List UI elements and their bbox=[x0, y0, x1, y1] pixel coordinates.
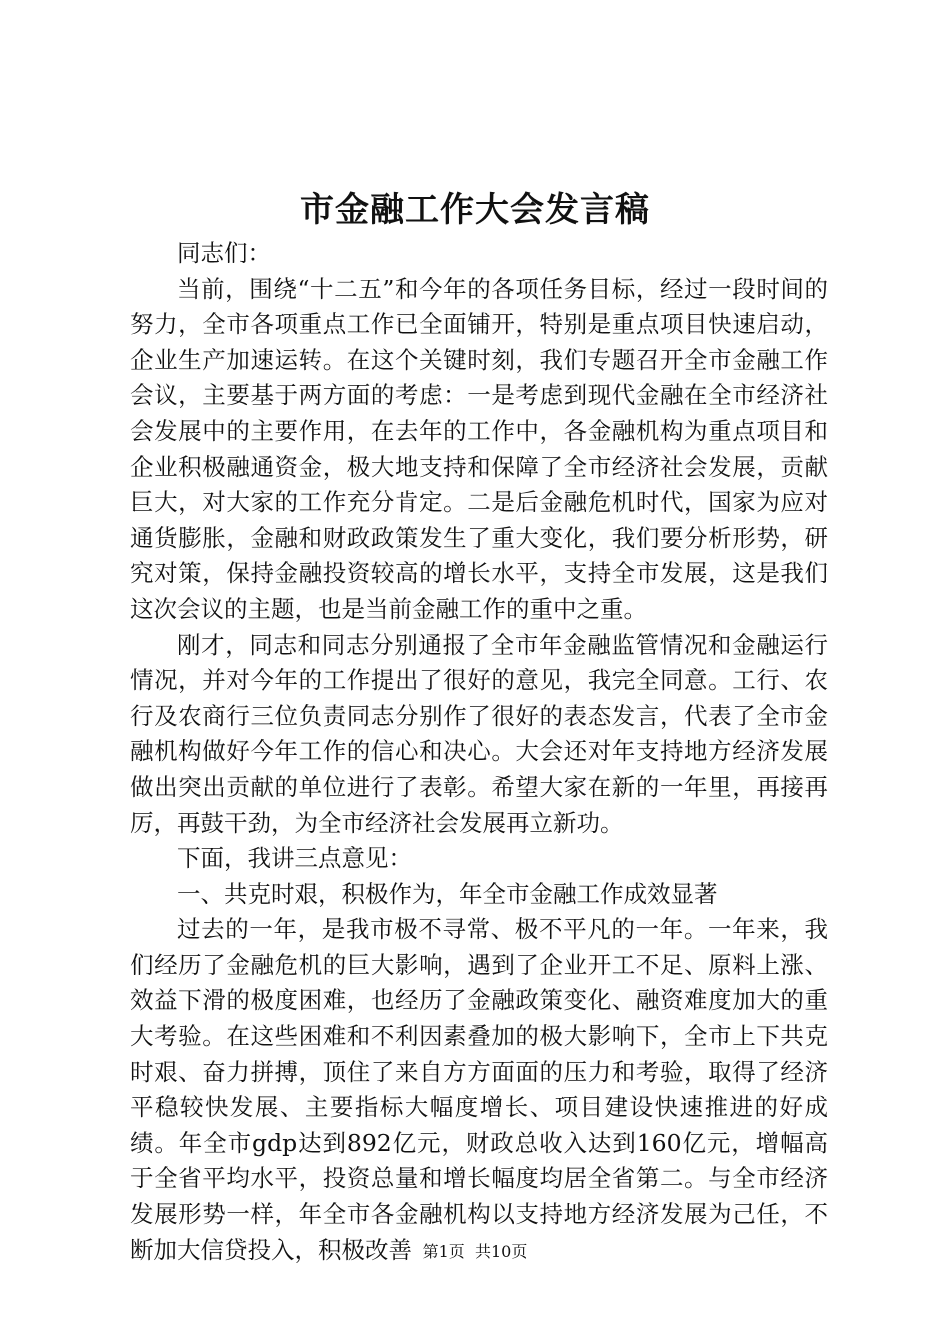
page-total: 共10页 bbox=[474, 1242, 528, 1261]
paragraph: 下面，我讲三点意见： bbox=[177, 844, 412, 873]
page-number: 第1页 bbox=[422, 1242, 465, 1261]
document-title: 市金融工作大会发言稿 bbox=[300, 190, 650, 230]
paragraph-salutation: 同志们： bbox=[177, 239, 271, 267]
paragraph: 过去的一年，是我市极不寻常、极不平凡的一年。一年来，我们经历了金融危机的巨大影响，遇到了企业开工不足、原料上涨、效益下滑的极度困难，也经历了金融政策变化、融资难度加大的重大考验。在这些困难和不利因素叠加的极大影响下，全市上下共克时艰、奋力拼搏，顶住了来自方方面面的压力和考验，取得了经济平稳较快发展、主要指标大幅度增长、项目建设快速推进的好成绩。年全市gdp达到892亿元，财政总收入达到160亿元，增幅高于全省平均水平，投资总量和增长幅度均居全省第二。与全市经济发展形势一样，年全市各金融机构以支持地方经济发展为己任，不断加大信贷投入，积极改善 bbox=[130, 915, 828, 1264]
paragraph: 当前，围绕“十二五”和今年的各项任务目标，经过一段时间的努力，全市各项重点工作已全面铺开，特别是重点项目快速启动，企业生产加速运转。在这个关键时刻，我们专题召开全市金融工作会议，主要基于两方面的考虑：一是考虑到现代金融在全市经济社会发展中的主要作用，在去年的工作中，各金融机构为重点项目和企业积极融通资金，极大地支持和保障了全市经济社会发展，贡献巨大，对大家的工作充分肯定。二是后金融危机时代，国家为应对通货膨胀，金融和财政政策发生了重大变化，我们要分析形势，研究对策，保持金融投资较高的增长水平，支持全市发展，这是我们这次会议的主题，也是当前金融工作的重中之重。 bbox=[130, 274, 828, 623]
paragraph: 刚才，同志和同志分别通报了全市年金融监管情况和金融运行情况，并对今年的工作提出了很好的意见，我完全同意。工行、农行及农商行三位负责同志分别作了很好的表态发言，代表了全市金融机构做好今年工作的信心和决心。大会还对年支持地方经济发展做出突出贡献的单位进行了表彰。希望大家在新的一年里，再接再厉，再鼓干劲，为全市经济社会发展再立新功。 bbox=[130, 630, 828, 837]
document-body bbox=[130, 236, 828, 1268]
section-heading: 一、共克时艰，积极作为，年全市金融工作成效显著 bbox=[177, 879, 718, 908]
footer-separator bbox=[465, 1242, 475, 1261]
page-footer bbox=[0, 1240, 950, 1264]
